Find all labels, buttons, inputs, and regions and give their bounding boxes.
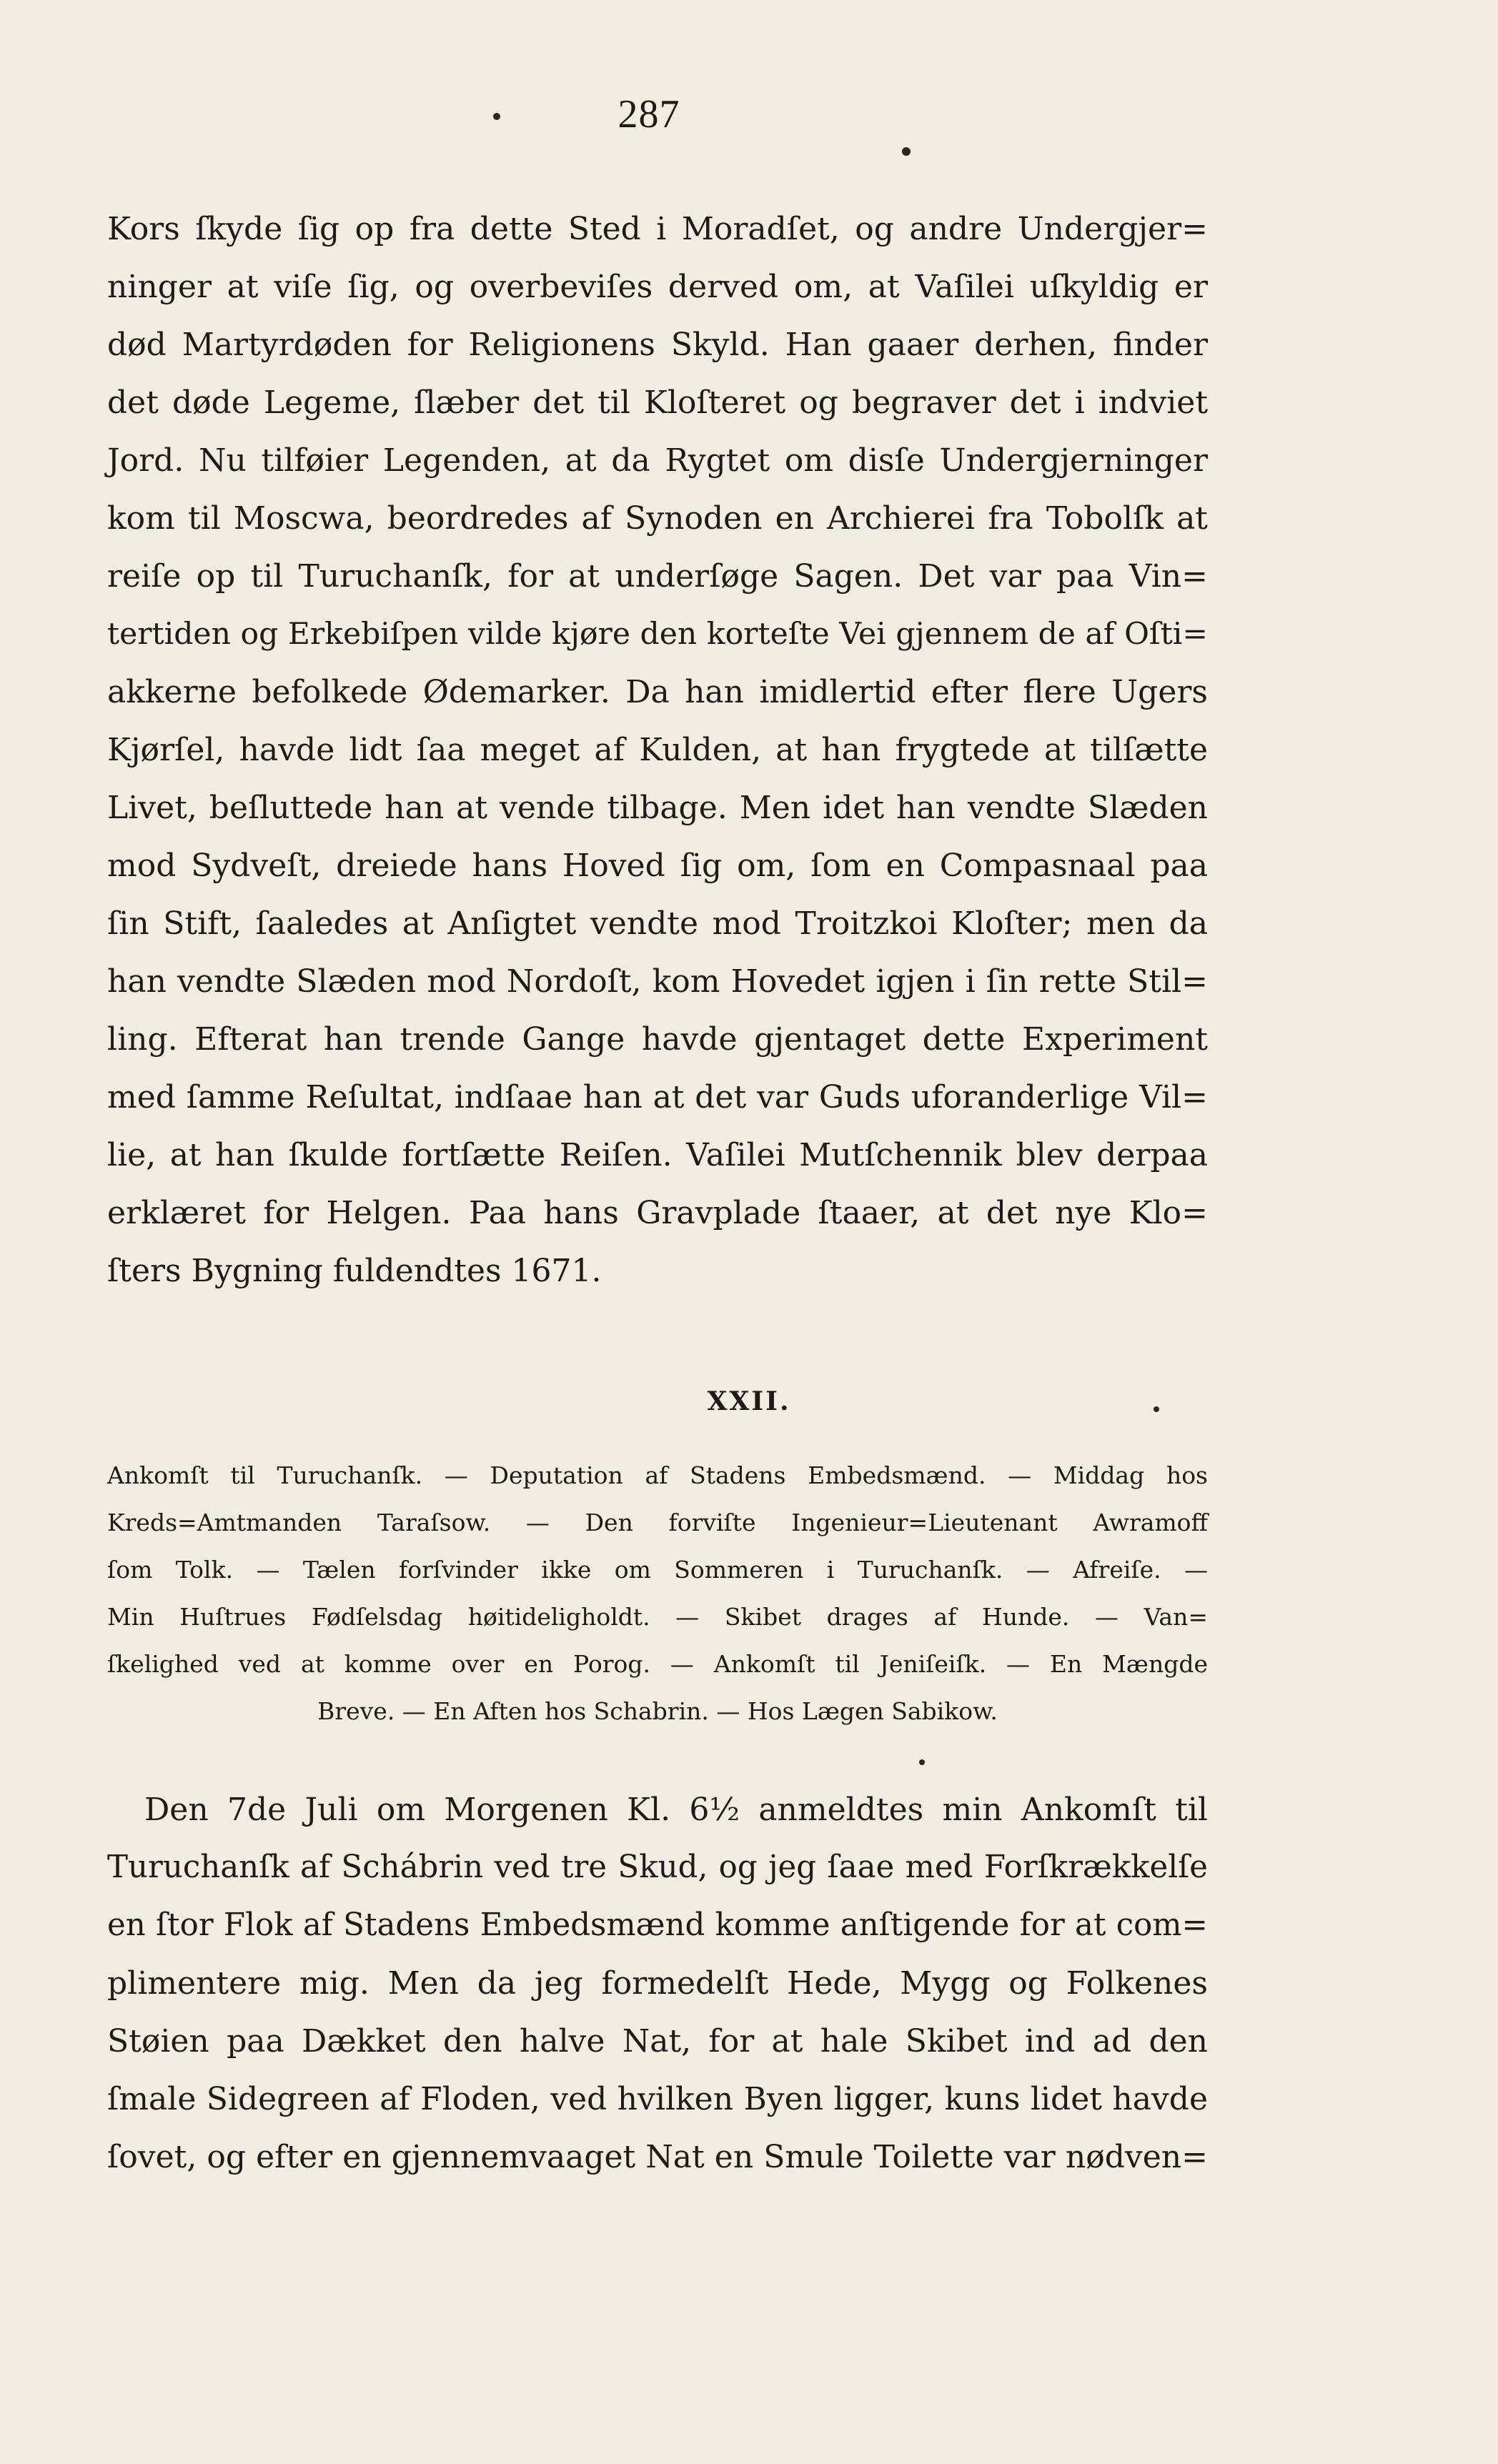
text-line: han vendte Slæden mod Nordoſt, kom Hovedet igjen i ſin rette Stil= [107, 963, 1208, 1000]
text-line: død Martyrdøden for Religionens Skyld. Han gaaer derhen, finder [107, 327, 1208, 363]
text-line: ſmale Sidegreen af Floden, ved hvilken Byen ligger, kuns lidet havde [107, 2081, 1208, 2117]
ink-spot [493, 113, 500, 120]
text-line: kom til Moscwa, beordredes af Synoden en Archierei fra Tobolſk at [107, 500, 1208, 537]
summary-line: ſom Tolk. — Tælen forſvinder ikke om Sommeren i Turuchanſk. — Afreiſe. — [107, 1556, 1208, 1584]
text-line: ling. Efterat han trende Gange havde gjentaget dette Experiment [107, 1021, 1208, 1058]
summary-line: Min Huſtrues Fødſelsdag høitideligholdt. — Skibet drages af Hunde. — Van= [107, 1603, 1208, 1631]
chapter-heading: XXII. [707, 1386, 791, 1416]
text-line: Livet, beſluttede han at vende tilbage. Men idet han vendte Slæden [107, 790, 1208, 826]
text-line: Kors ſkyde ſig op fra dette Sted i Moradſet, og andre Undergjer= [107, 211, 1208, 247]
text-line: med ſamme Reſultat, indſaae han at det var Guds uforanderlige Vil= [107, 1079, 1208, 1116]
text-line: mod Sydveſt, dreiede hans Hoved ſig om, ſom en Compasnaal paa [107, 848, 1208, 884]
paragraph-arrival [107, 1781, 1208, 2186]
text-line: erklæret for Helgen. Paa hans Gravplade ſtaaer, at det nye Klo= [107, 1195, 1208, 1231]
text-line: ninger at viſe ſig, og overbeviſes derved om, at Vaſilei uſkyldig er [107, 269, 1208, 305]
text-line: reiſe op til Turuchanſk, for at underſøge Sagen. Det var paa Vin= [107, 558, 1208, 595]
text-line: Kjørſel, havde lidt ſaa meget af Kulden, at han frygtede at tilſætte [107, 732, 1208, 768]
summary-line: Ankomſt til Turuchanſk. — Deputation af Stadens Embedsmænd. — Middag hos [107, 1461, 1208, 1489]
text-line: akkerne befolkede Ødemarker. Da han imidlertid efter flere Ugers [107, 674, 1208, 710]
text-line: lie, at han ſkulde fortſætte Reiſen. Vaſilei Mutſchennik blev derpaa [107, 1137, 1208, 1173]
text-line: Den 7de Juli om Morgenen Kl. 6½ anmeldtes min Ankomſt til [144, 1792, 1208, 1828]
text-line: plimentere mig. Men da jeg formedelſt Hede, Mygg og Folkenes [107, 1965, 1208, 2002]
text-line: ſin Stift, ſaaledes at Anſigtet vendte mod Troitzkoi Kloſter; men da [107, 905, 1208, 942]
text-line: tertiden og Erkebiſpen vilde kjøre den korteſte Vei gjennem de af Oſti= [107, 617, 1208, 652]
text-line: en ſtor Flok af Stadens Embedsmænd komme anſtigende for at com= [107, 1907, 1208, 1943]
text-line: Jord. Nu tilføier Legenden, at da Rygtet om disſe Undergjerninger [107, 442, 1208, 479]
text-line: ſters Bygning fuldendtes 1671. [107, 1253, 602, 1289]
text-line: Støien paa Dækket den halve Nat, for at hale Skibet ind ad den [107, 2023, 1208, 2060]
text-line: ſovet, og efter en gjennemvaaget Nat en Smule Toilette var nødven= [107, 2139, 1208, 2175]
text-line: det døde Legeme, ſlæber det til Kloſteret og begraver det i indviet [107, 384, 1208, 421]
paragraph-legend [107, 200, 1208, 1300]
ink-spot [919, 1759, 925, 1765]
summary-line: Kreds=Amtmanden Taraſsow. — Den forviſte Ingenieur=Lieutenant Awramoff [107, 1509, 1208, 1536]
ink-spot [902, 147, 911, 156]
summary-line: ſkelighed ved at komme over en Porog. — Ankomſt til Jeniſeiſk. — En Mængde [107, 1650, 1208, 1678]
text-line: Turuchanſk af Schábrin ved tre Skud, og jeg ſaae med Forſkrækkelſe [107, 1849, 1208, 1885]
chapter-summary [107, 1452, 1208, 1735]
summary-line: Breve. — En Aften hos Schabrin. — Hos Lægen Sabikow. [317, 1697, 998, 1725]
page-number: 287 [617, 92, 680, 136]
